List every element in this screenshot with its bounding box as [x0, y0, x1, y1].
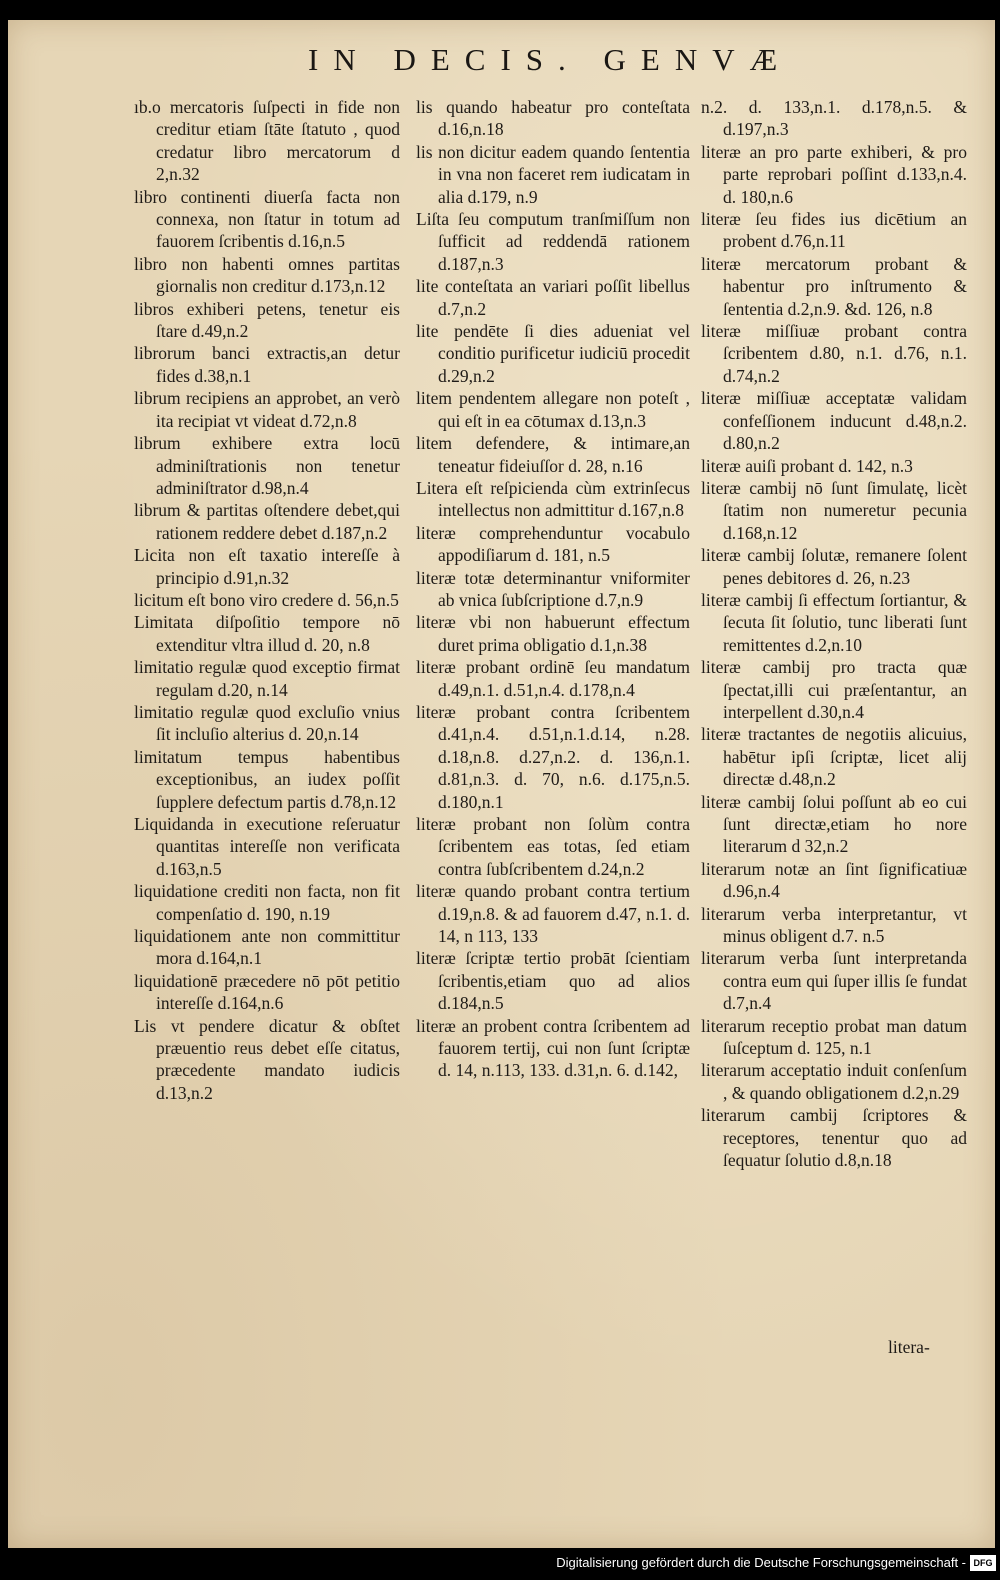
- index-entry: literæ cambij nō ſunt ſimulatę, licèt ſtatim non numeretur pecunia d.168,n.12: [701, 477, 967, 543]
- index-entry: limitatio regulæ quod excluſio vnius ſit incluſio alterius d. 20,n.14: [134, 701, 400, 745]
- index-column-left: [134, 96, 400, 1104]
- index-entry: Limitata diſpoſitio tempore nō extenditur vltra illud d. 20, n.8: [134, 612, 400, 655]
- index-entry: limitatio regulæ quod exceptio firmat regulam d.20, n.14: [134, 657, 400, 700]
- index-entry: liquidationem ante non committitur mora d.164,n.1: [134, 926, 400, 969]
- index-entry: libro continenti diuerſa facta non connexa, non ſtatur in totum ad fauorem ſcribentis d.16,n.5: [134, 186, 400, 252]
- index-entry: literarum verba interpretantur, vt minus obligent d.7. n.5: [701, 903, 967, 947]
- index-entry: literæ totæ determinantur vniformiter ab vnica ſubſcriptione d.7,n.9: [416, 567, 690, 610]
- index-entry: literæ ſcriptæ tertio probāt ſcientiam ſcribentis,etiam quo ad alios d.184,n.5: [416, 948, 690, 1014]
- index-entry: Litera eſt reſpicienda cùm extrinſecus intellectus non admittitur d.167,n.8: [416, 477, 690, 521]
- index-entry: literæ probant contra ſcribentem d.41,n.4. d.51,n.1.d.14, n.28. d.18,n.8. d.27,n.2. d. 136,n.1. d.81,n.3. d. 70, n.6. d.175,n.5. d.180,n.1: [416, 701, 690, 812]
- funding-notice: Digitalisierung gefördert durch die Deutsche Forschungsgemeinschaft -: [556, 1555, 966, 1570]
- index-entry: liquidationē præcedere nō pōt petitio intereſſe d.164,n.6: [134, 970, 400, 1014]
- index-entry: litem pendentem allegare non poteſt , qui eſt in ea cōtumax d.13,n.3: [416, 388, 690, 431]
- index-column-middle: [416, 96, 690, 1082]
- index-entry: literæ quando probant contra tertium d.19,n.8. & ad fauorem d.47, n.1. d. 14, n 113, 133: [416, 881, 690, 947]
- index-entry: literæ an probent contra ſcribentem ad fauorem tertij, cui non ſunt ſcriptæ d. 14, n.113, 133. d.31,n. 6. d.142,: [416, 1015, 690, 1081]
- index-entry: n.2. d. 133,n.1. d.178,n.5. & d.197,n.3: [701, 97, 967, 140]
- footer-bar: [0, 1551, 1000, 1580]
- index-entry: ıb.o mercatoris ſuſpecti in fide non creditur etiam ſtāte ſtatuto , quod credatur libro mercatorum d 2,n.32: [134, 97, 400, 185]
- page-header: IN DECIS. GENVÆ: [308, 42, 793, 77]
- index-entry: literæ cambij ſolutæ, remanere ſolent penes debitores d. 26, n.23: [701, 545, 967, 588]
- index-column-right: [701, 96, 967, 1172]
- index-entry: limitatum tempus habentibus exceptionibus, an iudex poſſit ſupplere defectum partis d.78,n.12: [134, 746, 400, 812]
- index-entry: literæ tractantes de negotiis alicuius, habētur ipſi ſcriptæ, licet alij directæ d.48,n.2: [701, 724, 967, 790]
- index-entry: literæ ſeu fides ius dicētium an probent d.76,n.11: [701, 209, 967, 252]
- index-entry: literarum receptio probat man datum ſuſceptum d. 125, n.1: [701, 1015, 967, 1059]
- index-entry: Licita non eſt taxatio intereſſe à principio d.91,n.32: [134, 545, 400, 588]
- index-entry: liquidatione crediti non facta, non fit compenſatio d. 190, n.19: [134, 881, 400, 924]
- index-entry: literæ an pro parte exhiberi, & pro parte reprobari poſſint d.133,n.4. d. 180,n.6: [701, 141, 967, 207]
- index-entry: literarum acceptatio induit conſenſum , & quando obligationem d.2,n.29: [701, 1060, 967, 1103]
- dfg-logo-icon: DFG: [970, 1555, 996, 1571]
- catchword: litera-: [888, 1337, 930, 1357]
- index-entry: literæ comprehenduntur vocabulo appodiſiarum d. 181, n.5: [416, 522, 690, 566]
- index-entry: Liquidanda in executione reſeruatur quantitas intereſſe non verificata d.163,n.5: [134, 814, 400, 879]
- index-entry: litem defendere, & intimare,an teneatur fideiuſſor d. 28, n.16: [416, 433, 690, 476]
- index-entry: lite pendēte ſi dies adueniat vel conditio purificetur iudiciū procedit d.29,n.2: [416, 321, 690, 386]
- index-entry: licitum eſt bono viro credere d. 56,n.5: [134, 589, 399, 610]
- index-entry: librorum banci extractis,an detur fides d.38,n.1: [134, 343, 400, 386]
- index-entry: Liſta ſeu computum tranſmiſſum non ſufficit ad reddendā rationem d.187,n.3: [416, 209, 690, 274]
- index-entry: literæ miſſiuæ acceptatæ validam confeſſionem inducunt d.48,n.2. d.80,n.2: [701, 388, 967, 454]
- index-entry: literarum cambij ſcriptores & receptores, tenentur quo ad ſequatur ſolutio d.8,n.18: [701, 1105, 967, 1171]
- index-entry: lis non dicitur eadem quando ſententia in vna non faceret rem iudicatam in alia d.179, n.9: [416, 141, 690, 207]
- index-entry: Lis vt pendere dicatur & obſtet præuentio reus debet eſſe citatus, præcedente mandato iudicis d.13,n.2: [134, 1015, 400, 1103]
- index-entry: librum exhibere extra locū adminiſtrationis non tenetur adminiſtrator d.98,n.4: [134, 433, 400, 498]
- index-entry: lis quando habeatur pro conteſtata d.16,n.18: [416, 97, 690, 140]
- index-entry: literæ cambij pro tracta quæ ſpectat,illi cui præſentantur, an interpellent d.30,n.4: [701, 657, 967, 722]
- index-entry: literarum verba ſunt interpretanda contra eum qui ſuper illis ſe fundat d.7,n.4: [701, 948, 967, 1014]
- index-entry: literæ probant non ſolùm contra ſcribentem eas totas, ſed etiam contra ſubſcribentem d.24,n.2: [416, 814, 690, 879]
- index-entry: lite conteſtata an variari poſſit libellus d.7,n.2: [416, 276, 690, 319]
- index-entry: literæ vbi non habuerunt effectum duret prima obligatio d.1,n.38: [416, 612, 690, 655]
- index-entry: literæ miſſiuæ probant contra ſcribentem d.80, n.1. d.76, n.1. d.74,n.2: [701, 321, 967, 386]
- index-entry: libros exhiberi petens, tenetur eis ſtare d.49,n.2: [134, 298, 400, 342]
- index-entry: literæ mercatorum probant & habentur pro inſtrumento & ſententia d.2,n.9. &d. 126, n.8: [701, 253, 967, 319]
- index-entry: literarum notæ an ſint ſignificatiuæ d.96,n.4: [701, 858, 967, 902]
- index-entry: librum recipiens an approbet, an verò ita recipiat vt videat d.72,n.8: [134, 388, 400, 431]
- index-entry: literæ cambij ſolui poſſunt ab eo cui ſunt directæ,etiam ho nore literarum d 32,n.2: [701, 791, 967, 857]
- index-entry: literæ auiſi probant d. 142, n.3: [701, 455, 913, 476]
- index-entry: literæ probant ordinē ſeu mandatum d.49,n.1. d.51,n.4. d.178,n.4: [416, 657, 690, 700]
- index-entry: literæ cambij ſi effectum ſortiantur, & ſecuta ſit ſolutio, tunc liberati ſunt remittentes d.2,n.10: [701, 589, 967, 655]
- index-entry: librum & partitas oſtendere debet,qui rationem reddere debet d.187,n.2: [134, 500, 400, 543]
- index-entry: libro non habenti omnes partitas giornalis non creditur d.173,n.12: [134, 253, 400, 297]
